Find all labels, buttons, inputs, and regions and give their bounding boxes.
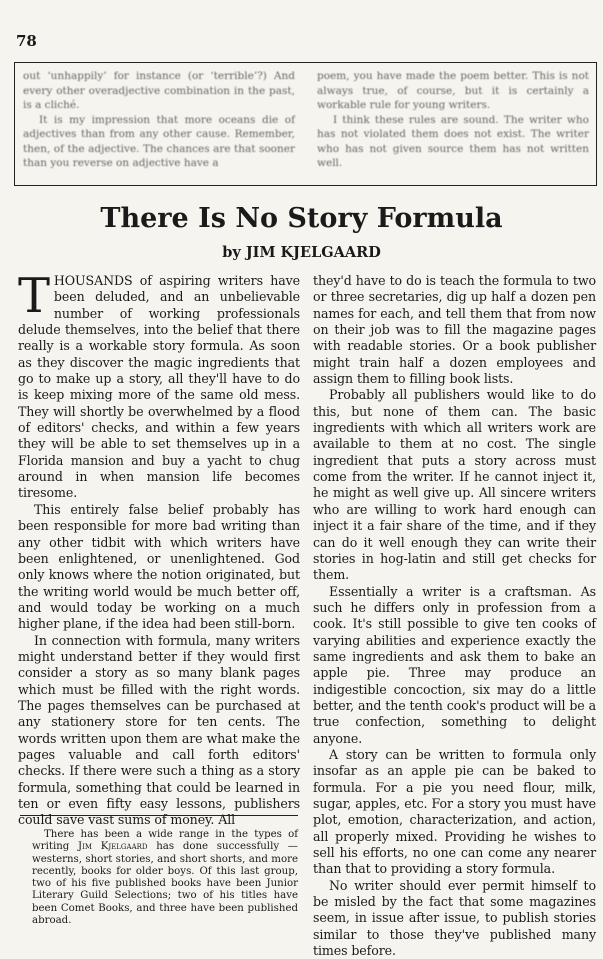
article-paragraph: In connection with formula, many writers might understand better if they would first consider a story as so many blank pages which must be filled with the right words. The pages themselves can be purchased at any stationery store for ten cents. The words written upon them are what make the pages valuable and call forth editors' checks. If there were such a thing as a story formula, something that could be learned in ten or even fifty easy lessons, publishers could save vast sums of money. All <box>18 632 300 828</box>
article-paragraph: No writer should ever permit himself to be misled by the fact that some magazines seem, in issue after issue, to publish stories similar to those they've published many times before. <box>313 877 596 959</box>
article-byline: by JIM KJELGAARD <box>222 244 381 261</box>
article-title: There Is No Story Formula <box>100 203 503 234</box>
previous-article-right-column <box>317 69 589 171</box>
article-paragraph: This entirely false belief probably has been responsible for more bad writing than any other tidbit with which writers have been enlightened, or unenlightened. God only knows where the notion originated, but the writing world would be much better off, and would today be working on a much higher plane, if the idea had been still-born. <box>18 501 300 632</box>
footnote-divider <box>20 815 298 816</box>
article-paragraph-text: HOUSANDS of aspiring writers have been deluded, and an unbelievable number of working professionals delude themselves, into the belief that there really is a workable story formula. As soon as they discover the magic ingredients that go to make up a story, all they'll have to do is keep mixing more of the same old mess. They will shortly be overwhelmed by a flood of editors' checks, and within a few years they will be able to set themselves up in a Florida mansion and buy a yacht to chug around in when mansion life becomes tiresome. <box>18 273 300 501</box>
article-paragraph: A story can be written to formula only insofar as an apple pie can be baked to formula. For a pie you need flour, milk, sugar, apples, etc. For a story you must have plot, emotion, characterization, and action, all properly mixed. Providing he wishes to sell his efforts, no one can come any nearer than that to providing a story formula. <box>313 746 596 877</box>
previous-article-excerpt-box <box>14 62 597 186</box>
previous-article-left-column <box>23 69 295 171</box>
article-paragraph: Probably all publishers would like to do this, but none of them can. The basic ingredients with which all writers work are available to them at no cost. The single ingredient that puts a story across must come from the writer. If he cannot inject it, he might as well give up. All sincere writers who are willing to work hard enough can inject it a fair share of the time, and if they can do it well enough they can write their stories in hog-latin and still get checks for them. <box>313 387 596 583</box>
previous-left-paragraph: out ‘unhappily’ for instance (or ‘terrible’?) And every other overadjective combination in the past, is a cliché. <box>23 70 295 111</box>
article-left-column <box>18 268 300 829</box>
article-paragraph: Essentially a writer is a craftsman. As such he differs only in profession from a cook. It's still possible to give ten cooks of varying abilities and experience exactly the same ingredients and ask them to bake an apple pie. Three may produce an indigestible concoction, six may do a little better, and the tenth cook's product will be a true confection, something to delight anyone. <box>313 583 596 746</box>
page-number: 78 <box>16 32 37 50</box>
drop-cap: T <box>18 268 50 324</box>
bio-text: has done successfully — westerns, short stories, and short shorts, and more recently, books for older boys. Of this last group, two of his five published books have been Junior Literary Guild Selections; two of his titles have been Comet Books, and three have been published abroad. <box>32 841 298 927</box>
author-bio-note <box>32 829 298 927</box>
article-paragraph <box>18 268 300 502</box>
previous-left-paragraph: It is my impression that more oceans die of adjectives than from any other cause. Remember, then, of the adjective. The chances are that sooner than you reverse on adjective have a <box>23 113 295 169</box>
previous-right-paragraph: I think these rules are sound. The writer who has not violated them does not exist. The writer who has not given source them has not written well. <box>317 113 589 169</box>
previous-right-paragraph: poem, you have made the poem better. This is not always true, of course, but it is certainly a workable rule for young writers. <box>317 70 589 111</box>
article-right-column <box>313 273 596 959</box>
bio-author-name: Jim Kjelgaard <box>78 841 148 853</box>
article-paragraph: they'd have to do is teach the formula to two or three secretaries, dig up half a dozen pen names for each, and tell them that from now on their job was to fill the magazine pages with readable stories. Or a book publisher might train half a dozen employees and assign them to filling book lists. <box>313 273 596 387</box>
bio-text: There has been a wide range in the types of writing <box>32 829 298 853</box>
